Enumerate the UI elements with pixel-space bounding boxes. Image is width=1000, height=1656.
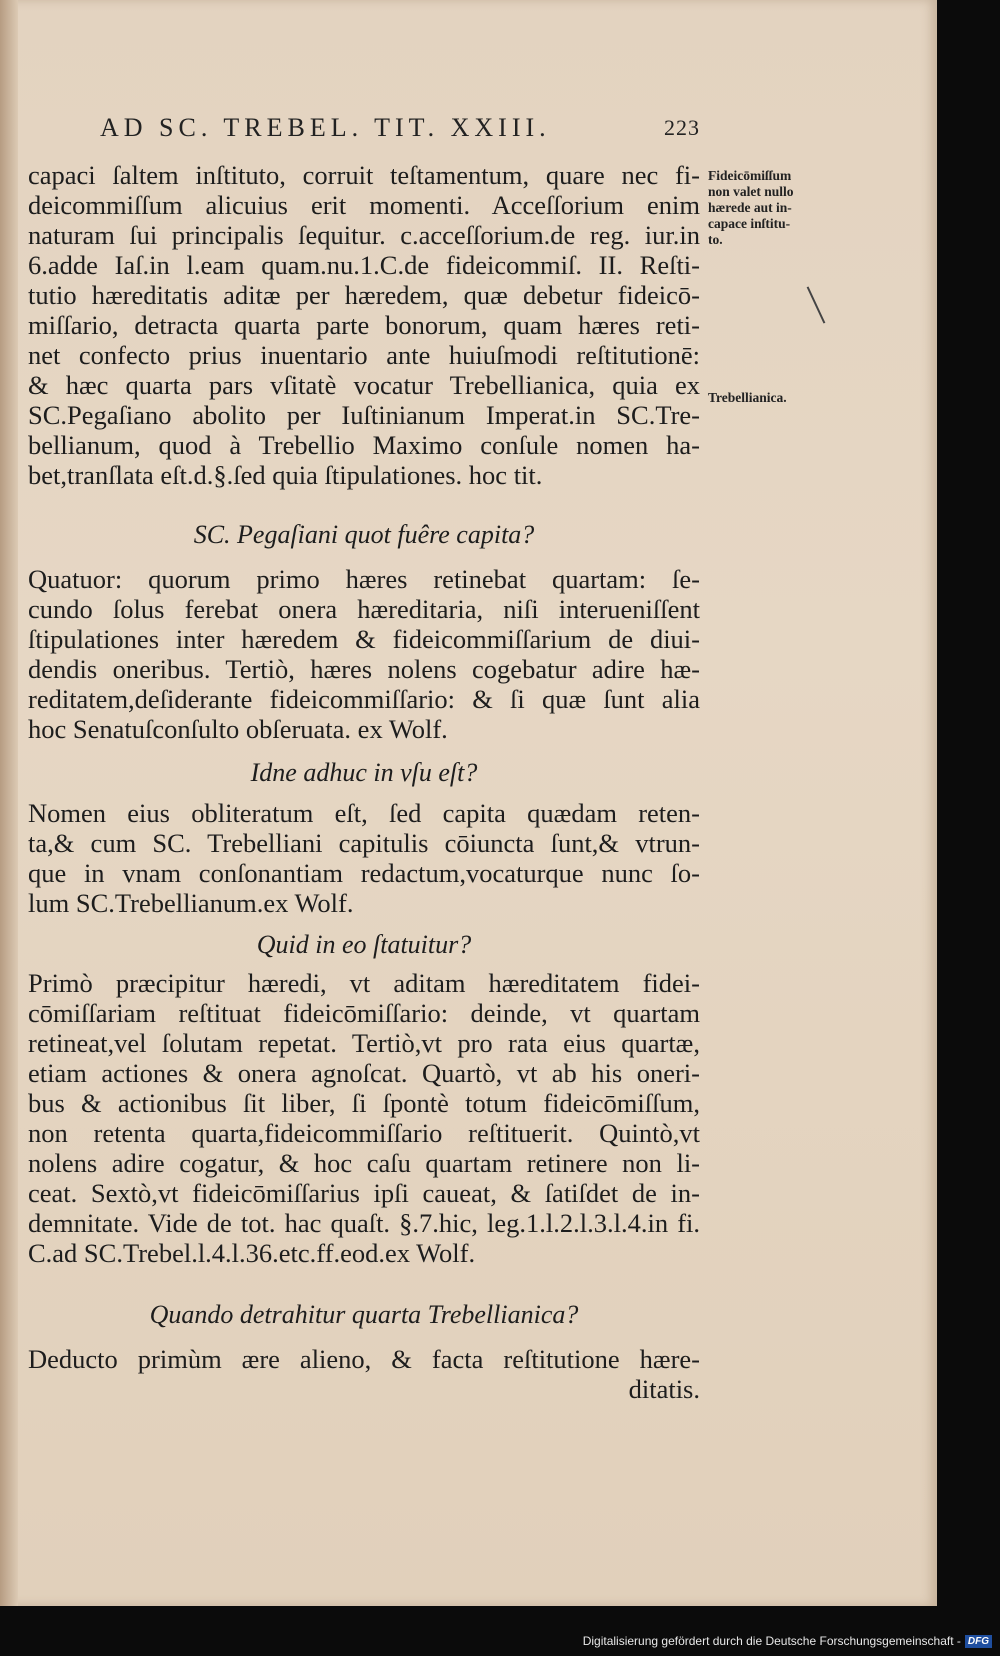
- paragraph-2: [28, 564, 700, 744]
- dfg-logo: DFG: [965, 1635, 992, 1648]
- text-line: SC.Pegaſiano abolito per Iuſtinianum Imperat.in SC.Tre-: [28, 400, 700, 430]
- text-line: ceat. Sextò,vt fideicōmiſſarius ipſi caueat, & ſatiſdet de in-: [28, 1178, 700, 1208]
- text-line: etiam actiones & onera agnoſcat. Quartò, vt ab his oneri-: [28, 1058, 700, 1088]
- text-line: lum SC.Trebellianum.ex Wolf.: [28, 888, 354, 918]
- text-line: C.ad SC.Trebel.l.4.l.36.etc.ff.eod.ex Wolf.: [28, 1238, 476, 1268]
- digitization-credit: [583, 1634, 992, 1648]
- margin-note-line: to.: [708, 232, 723, 247]
- text-line: Nomen eius obliteratum eſt, ſed capita quædam reten-: [28, 798, 700, 828]
- text-line: bet,tranſlata eſt.d.§.ſed quia ſtipulationes. hoc tit.: [28, 460, 543, 490]
- text-line: hoc Senatuſconſulto obſeruata. ex Wolf.: [28, 714, 448, 744]
- paragraph-1: [28, 160, 700, 490]
- paragraph-3: [28, 798, 700, 918]
- question-heading-4: Quando detrahitur quarta Trebellianica?: [149, 1300, 579, 1329]
- question-heading-1: SC. Pegaſiani quot fuêre capita?: [193, 520, 535, 549]
- paragraph-4: [28, 968, 700, 1268]
- text-line: que in vnam conſonantiam redactum,vocaturque nunc ſo-: [28, 858, 700, 888]
- margin-note-line: Fideicōmiſſum: [708, 168, 792, 183]
- text-line: demnitate. Vide de tot. hac quaſt. §.7.hic, leg.1.l.2.l.3.l.4.in fi.: [28, 1208, 700, 1238]
- text-line: bellianum, quod à Trebellio Maximo conſule nomen ha-: [28, 430, 700, 460]
- text-line: non retenta quarta,fideicommiſſario reſtituerit. Quintò,vt: [28, 1118, 700, 1148]
- page-number: 223: [664, 115, 700, 140]
- text-line: miſſario, detracta quarta parte bonorum, quam hæres reti-: [28, 310, 700, 340]
- text-line: dendis oneribus. Tertiò, hæres nolens cogebatur adire hæ-: [28, 654, 700, 684]
- text-line: naturam ſui principalis ſequitur. c.acceſſorium.de reg. iur.in: [28, 220, 700, 250]
- text-line: & hæc quarta pars vſitatè vocatur Trebellianica, quia ex: [28, 370, 700, 400]
- margin-note-line: capace inſtitu-: [708, 216, 791, 231]
- text-line: deicommiſſum alicuius erit momenti. Acceſſorium enim: [28, 190, 700, 220]
- text-line: capaci ſaltem inſtituto, corruit teſtamentum, quare nec fi-: [28, 160, 700, 190]
- running-head-title: AD SC. TREBEL. TIT. XXIII.: [100, 113, 551, 142]
- margin-note-line: non valet nullo: [708, 184, 794, 199]
- question-heading-3: Quid in eo ſtatuitur?: [256, 930, 472, 959]
- text-line: cundo ſolus ferebat onera hæreditaria, niſi interueniſſent: [28, 594, 700, 624]
- text-line: net confecto prius inuentario ante huiuſmodi reſtitutionē:: [28, 340, 700, 370]
- margin-note-line: hærede aut in-: [708, 200, 792, 215]
- text-line: retineat,vel ſolutam repetat. Tertiò,vt pro rata eius quartæ,: [28, 1028, 700, 1058]
- question-heading-2: Idne adhuc in vſu eſt?: [250, 758, 478, 787]
- text-line: nolens adire cogatur, & hoc caſu quartam retinere non li-: [28, 1148, 700, 1178]
- text-line: ta,& cum SC. Trebelliani capitulis cōiuncta ſunt,& vtrun-: [28, 828, 700, 858]
- margin-note-trebellianica: Trebellianica.: [708, 390, 787, 405]
- text-line: ſtipulationes inter hæredem & fideicommiſſarium de diui-: [28, 624, 700, 654]
- text-line: Quatuor: quorum primo hæres retinebat quartam: ſe-: [28, 564, 700, 594]
- text-line: ditatis.: [628, 1374, 700, 1404]
- running-head: [60, 108, 700, 148]
- credit-text: Digitalisierung gefördert durch die Deutsche Forschungsgemeinschaft -: [582, 1634, 961, 1648]
- text-line: cōmiſſariam reſtituat fideicōmiſſario: deinde, vt quartam: [28, 998, 700, 1028]
- text-line: bus & actionibus ſit liber, ſi ſpontè totum fideicōmiſſum,: [28, 1088, 700, 1118]
- paragraph-5: [28, 1344, 700, 1404]
- text-line: 6.adde Iaſ.in l.eam quam.nu.1.C.de fideicommiſ. II. Reſti-: [28, 250, 700, 280]
- text-line: Primò præcipitur hæredi, vt aditam hæreditatem fidei-: [28, 968, 700, 998]
- text-line: Deducto primùm ære alieno, & facta reſtitutione hære-: [28, 1344, 700, 1374]
- text-line: reditatem,deſiderante fideicommiſſario: & ſi quæ ſunt alia: [28, 684, 700, 714]
- page-gutter: [0, 0, 18, 1606]
- text-line: tutio hæreditatis aditæ per hæredem, quæ debetur fideicō-: [28, 280, 700, 310]
- margin-note-fideicommissum: [708, 168, 828, 248]
